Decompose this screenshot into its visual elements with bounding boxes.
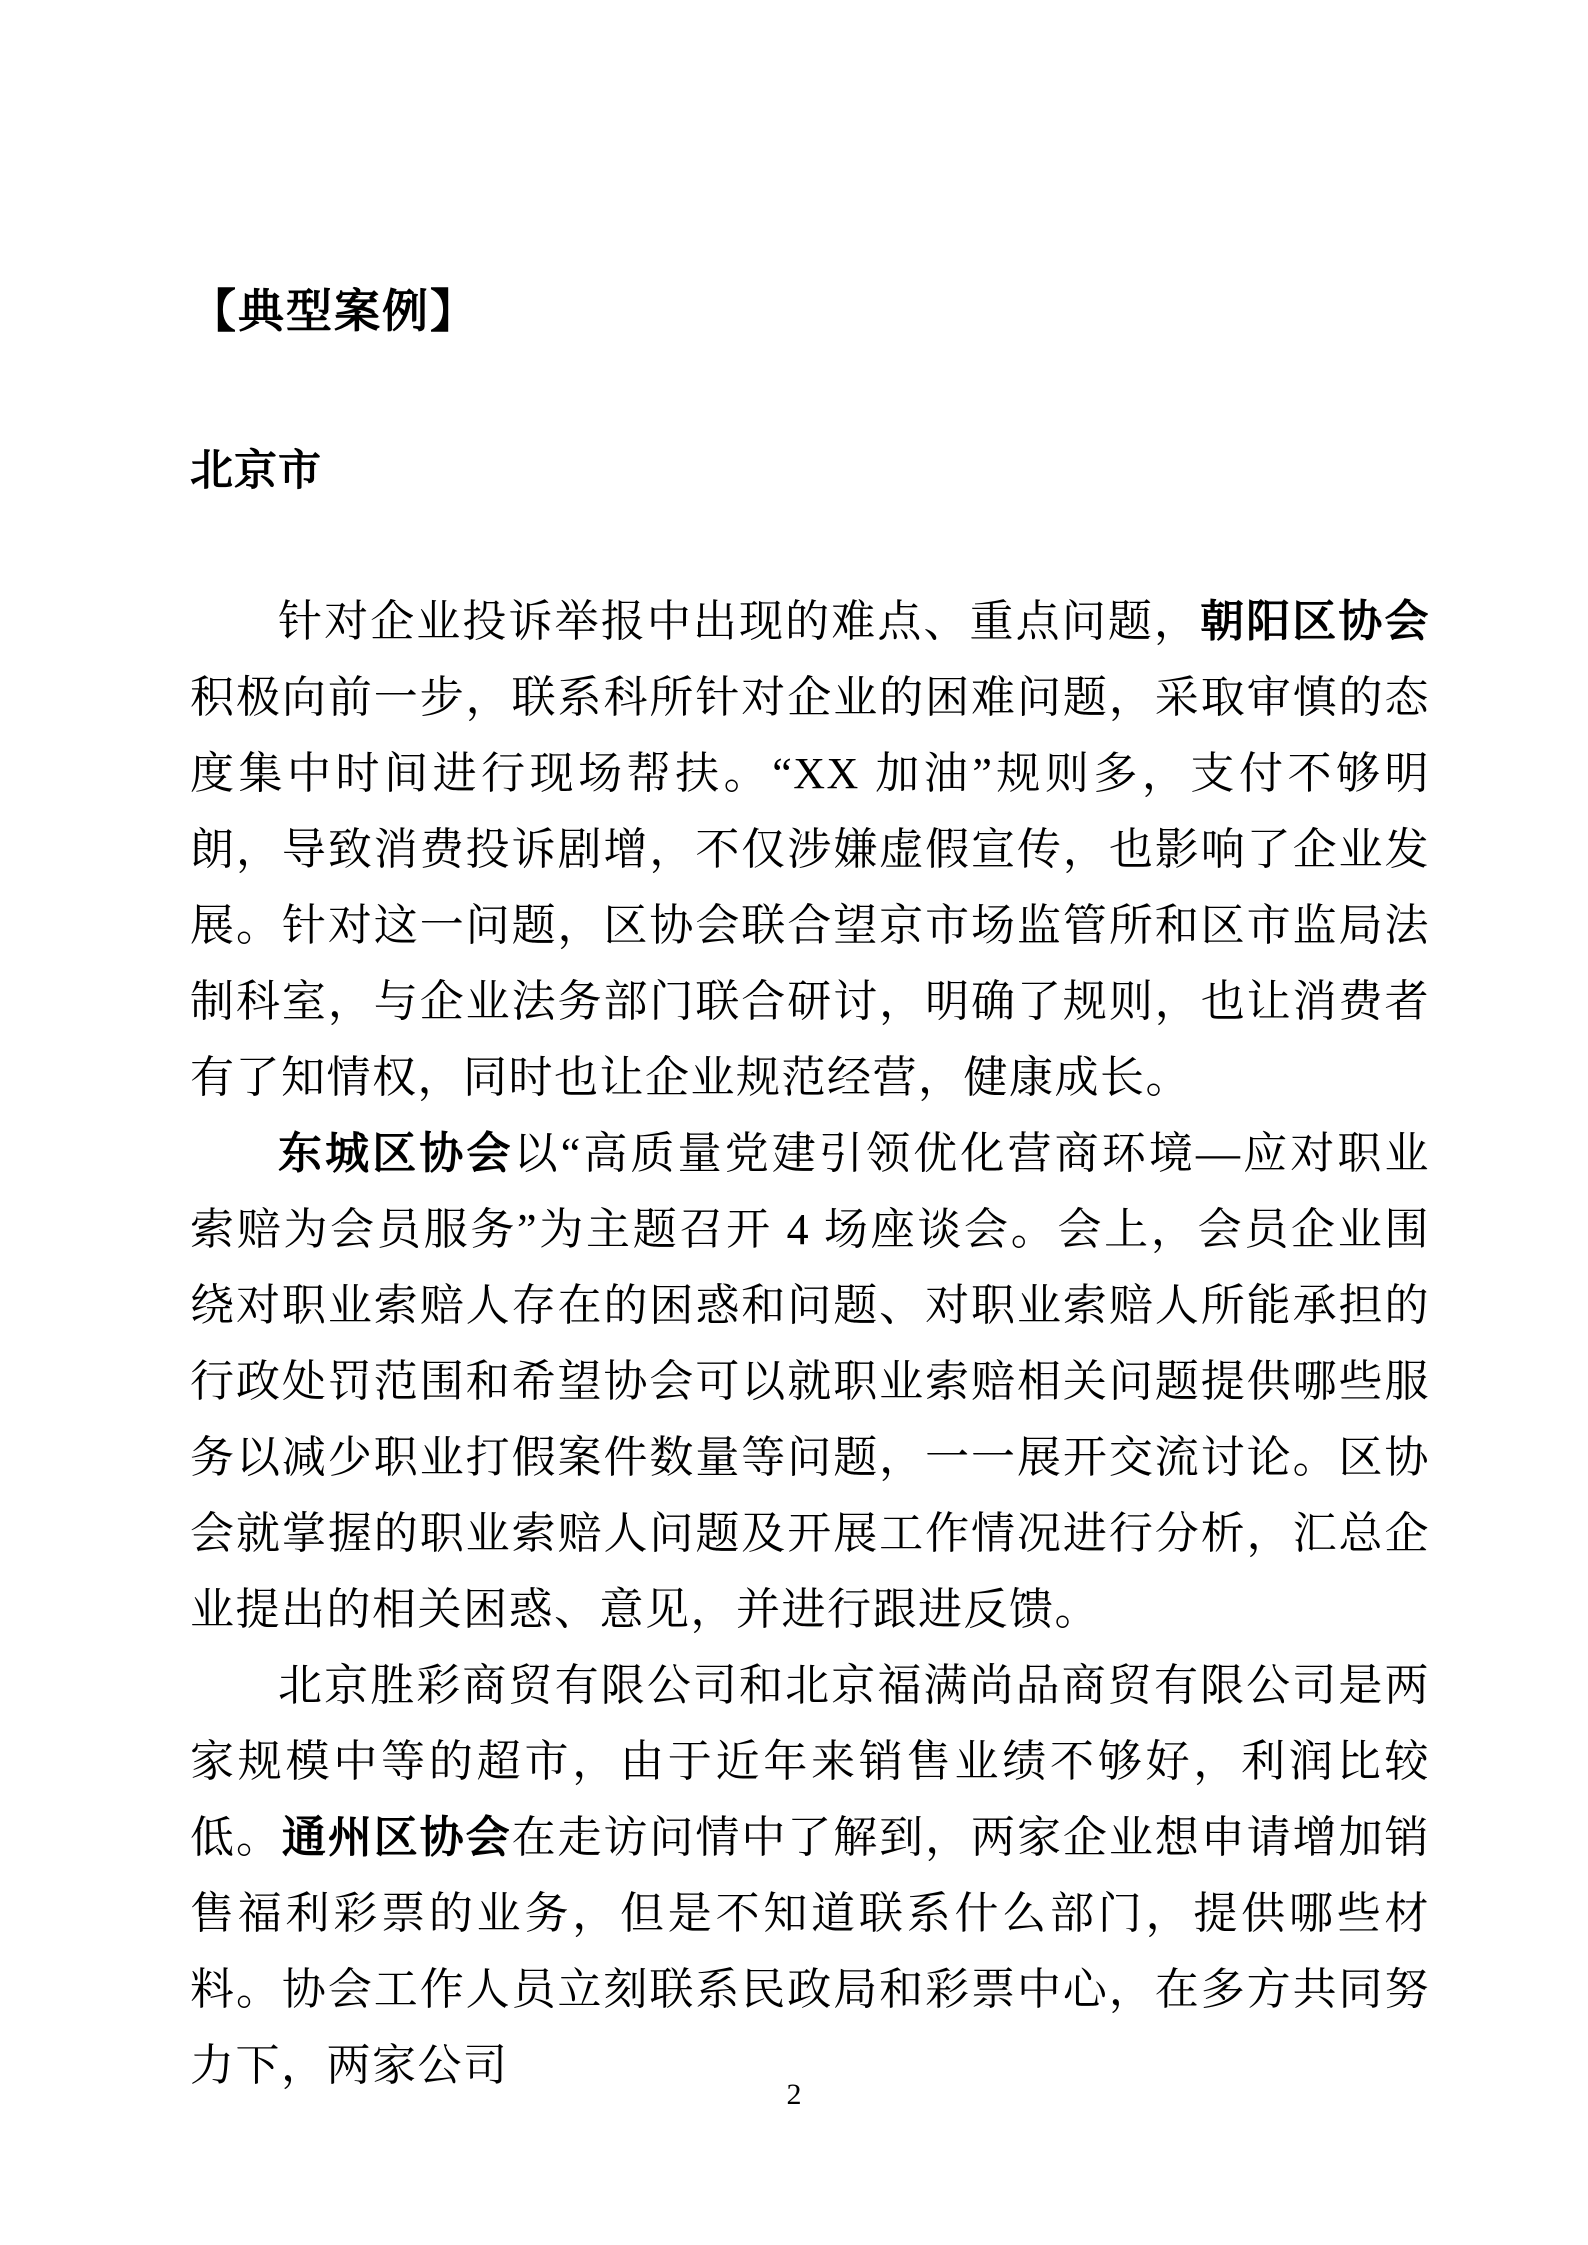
section-heading-beijing: 北京市 [190, 447, 322, 495]
document-title: 【典型案例】 [190, 285, 478, 337]
text-run: 北京胜彩商贸有限公司和北京福满尚品商贸有限公司是两家规模中等的超市，由于近年来销售业绩不够好，利润比较低。 [190, 1661, 1430, 1862]
page-number: 2 [786, 2078, 802, 2111]
bold-text-run-chaoyang-association: 朝阳区协会 [1200, 597, 1431, 646]
text-run: 积极向前一步，联系科所针对企业的困难问题，采取审慎的态度集中时间进行现场帮扶。“XX 加油”规则多，支付不够明朗，导致消费投诉剧增，不仅涉嫌虚假宣传，也影响了企业发展。针对这一问题，区协会联合望京市场监管所和区市监局法制科室，与企业法务部门联合研讨，明确了规则，也让消费者有了知情权，同时也让企业规范经营，健康成长。 [190, 673, 1430, 1102]
body-text [190, 584, 1430, 2104]
bold-text-run-dongcheng-association: 东城区协会 [278, 1129, 514, 1178]
paragraph-chaoyang [190, 584, 1430, 1116]
bold-text-run-tongzhou-association: 通州区协会 [281, 1813, 512, 1862]
paragraph-tongzhou [190, 1648, 1430, 2104]
text-run: 针对企业投诉举报中出现的难点、重点问题， [278, 597, 1201, 646]
text-run: 以“高质量党建引领优化营商环境—应对职业索赔为会员服务”为主题召开 4 场座谈会。会上，会员企业围绕对职业索赔人存在的困惑和问题、对职业索赔人所能承担的行政处罚范围和希望协会可以就职业索赔相关问题提供哪些服务以减少职业打假案件数量等问题，一一展开交流讨论。区协会就掌握的职业索赔人问题及开展工作情况进行分析，汇总企业提出的相关困惑、意见，并进行跟进反馈。 [190, 1129, 1431, 1634]
paragraph-dongcheng [190, 1116, 1430, 1648]
page-content [190, 0, 1430, 2104]
text-run: 在走访问情中了解到，两家企业想申请增加销售福利彩票的业务，但是不知道联系什么部门，提供哪些材料。协会工作人员立刻联系民政局和彩票中心，在多方共同努力下，两家公司 [190, 1813, 1431, 2090]
